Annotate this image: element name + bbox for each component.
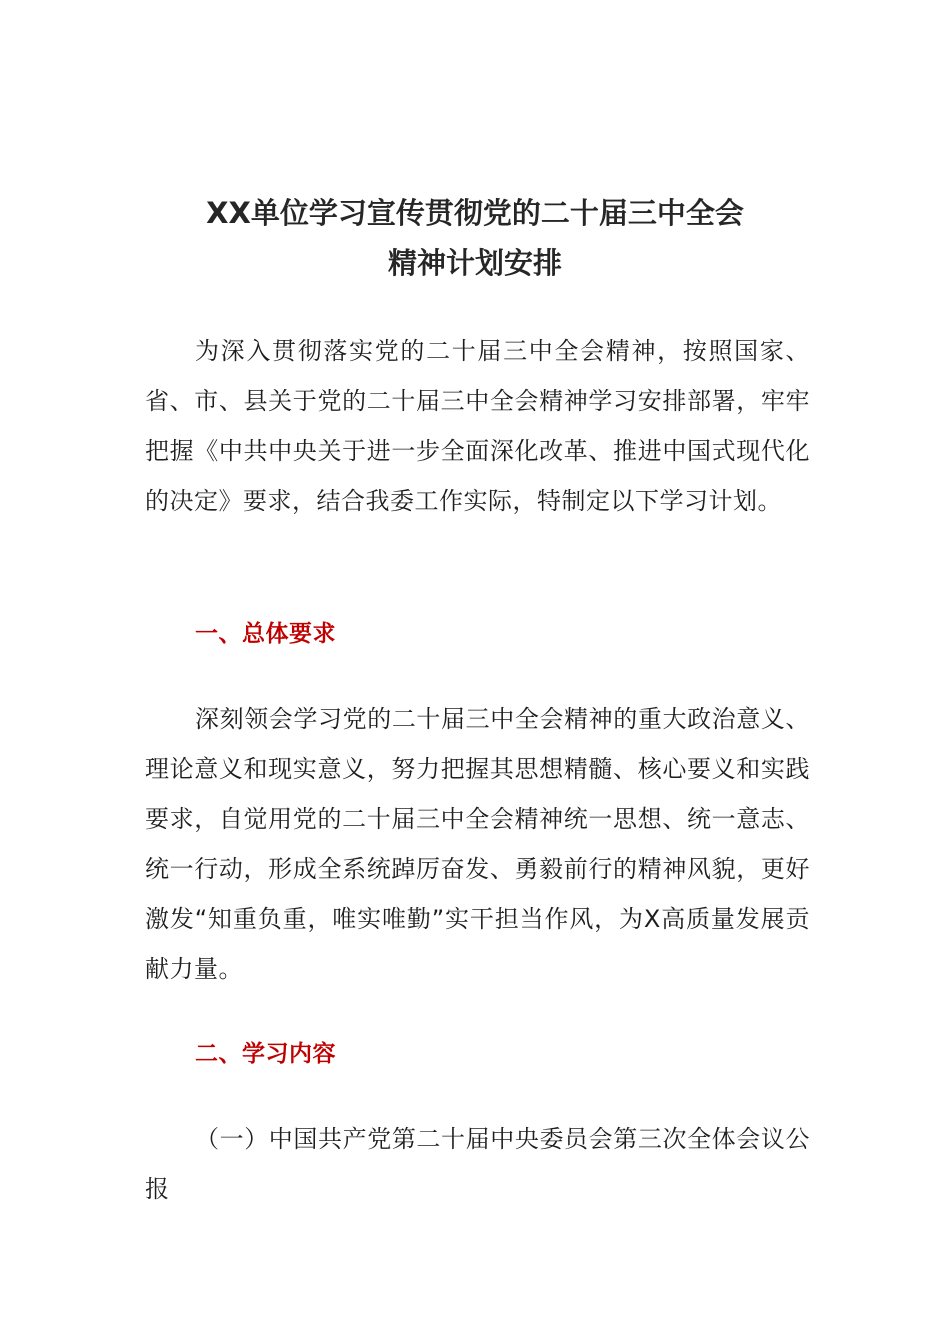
title-line-2: 精神计划安排: [387, 246, 562, 280]
section-paragraph-study-content: （一）中国共产党第二十届中央委员会第三次全体会议公报: [145, 1125, 810, 1203]
intro-paragraph: 为深入贯彻落实党的二十届三中全会精神，按照国家、省、市、县关于党的二十届三中全会精神学习安排部署，牢牢把握《中共中央关于进一步全面深化改革、推进中国式现代化的决定》要求，结合我委工作实际，特制定以下学习计划。: [145, 337, 810, 515]
section-heading-overall-requirements: 一、总体要求: [195, 621, 336, 647]
title-line-1: XX单位学习宣传贯彻党的二十届三中全会: [206, 196, 744, 230]
page-title: [130, 188, 820, 288]
section-heading-study-content: 二、学习内容: [195, 1041, 336, 1067]
section-paragraph-overall-requirements: 深刻领会学习党的二十届三中全会精神的重大政治意义、理论意义和现实意义，努力把握其思想精髓、核心要义和实践要求，自觉用党的二十届三中全会精神统一思想、统一意志、统一行动，形成全系统踔厉奋发、勇毅前行的精神风貌，更好激发“知重负重，唯实唯勤”实干担当作风，为X高质量发展贡献力量。: [145, 705, 810, 983]
